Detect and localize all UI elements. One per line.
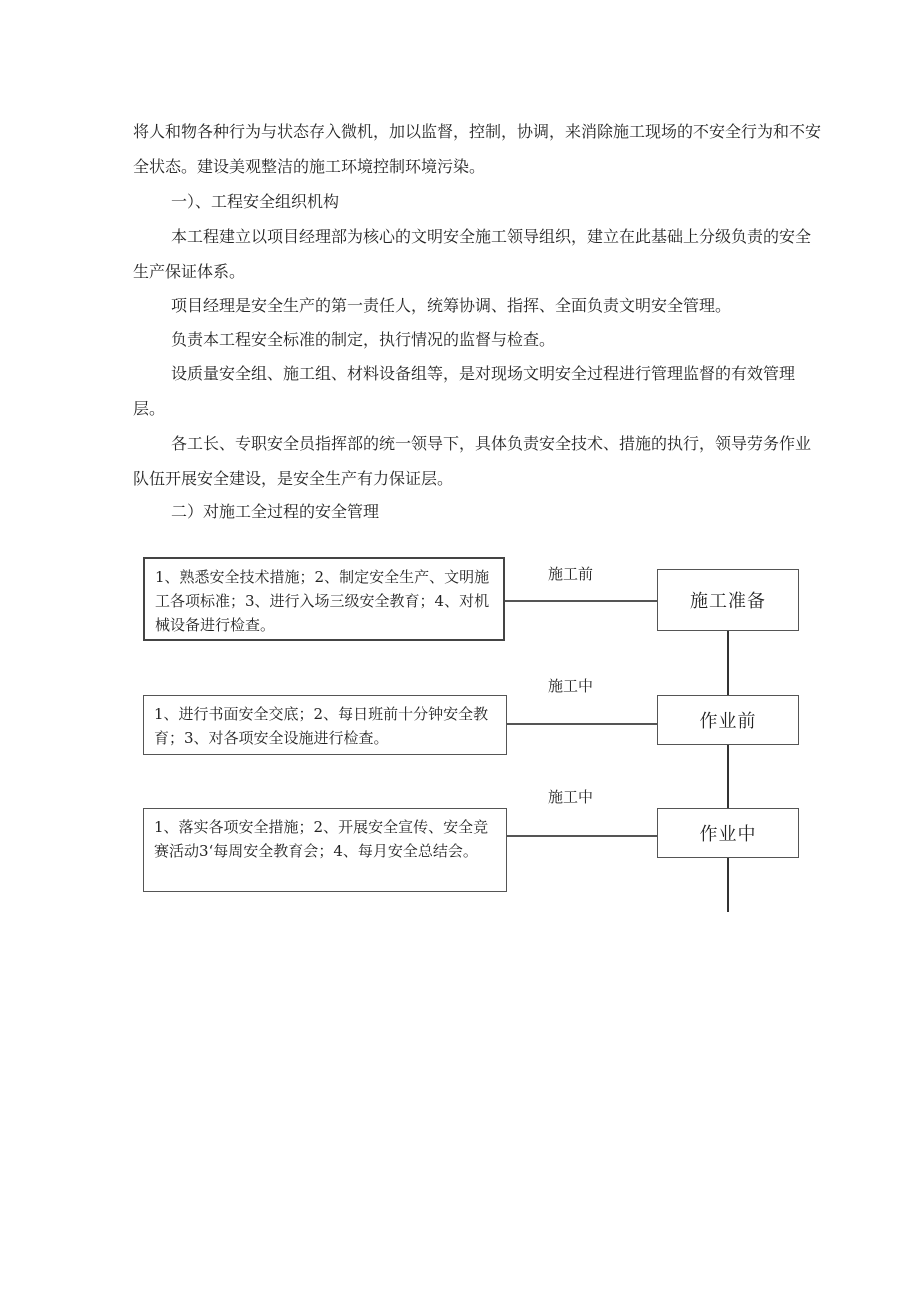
measures-box-preparation: 1、熟悉安全技术措施；2、制定安全生产、文明施工各项标准；3、进行入场三级安全教育；4、对机械设备进行检查。 <box>143 557 505 641</box>
paragraph-organization: 本工程建立以项目经理部为核心的文明安全施工领导组织，建立在此基础上分级负责的安全生产保证体系。 <box>133 227 812 281</box>
paragraph-project-manager: 项目经理是安全生产的第一责任人，统筹协调、指挥、全面负责文明安全管理。 <box>171 296 732 315</box>
paragraph-intro: 将人和物各种行为与状态存入微机，加以监督，控制，协调，来消除施工现场的不安全行为和不安全状态。建设美观整洁的施工环境控制环境污染。 <box>133 122 822 176</box>
stage-box-during-work: 作业中 <box>657 808 799 858</box>
phase-label-before: 施工前 <box>548 565 594 583</box>
phase-label-during: 施工中 <box>548 677 594 695</box>
phase-label-during: 施工中 <box>548 788 594 806</box>
vertical-connector <box>727 745 729 808</box>
measures-box-during-work: 1、落实各项安全措施；2、开展安全宣传、安全竞赛活动3‘每周安全教育会；4、每月安全总结会。 <box>143 808 507 892</box>
measures-box-before-work: 1、进行书面安全交底；2、每日班前十分钟安全教育；3、对各项安全设施进行检查。 <box>143 695 507 755</box>
paragraph-guarantee-layer: 各工长、专职安全员指挥部的统一领导下，具体负责安全技术、措施的执行，领导劳务作业队伍开展安全建设，是安全生产有力保证层。 <box>133 434 812 488</box>
connector-line <box>507 835 657 837</box>
vertical-connector <box>727 858 729 912</box>
stage-box-before-work: 作业前 <box>657 695 799 745</box>
connector-line <box>507 723 657 725</box>
stage-box-preparation: 施工准备 <box>657 569 799 631</box>
vertical-connector <box>727 631 729 695</box>
connector-line <box>505 600 657 602</box>
paragraph-standards: 负责本工程安全标准的制定，执行情况的监督与检查。 <box>171 330 556 349</box>
section-heading-organization: 一）、工程安全组织机构 <box>171 192 340 211</box>
paragraph-management-layer: 设质量安全组、施工组、材料设备组等，是对现场文明安全过程进行管理监督的有效管理层。 <box>133 364 796 418</box>
section-heading-process: 二）对施工全过程的安全管理 <box>171 502 380 521</box>
